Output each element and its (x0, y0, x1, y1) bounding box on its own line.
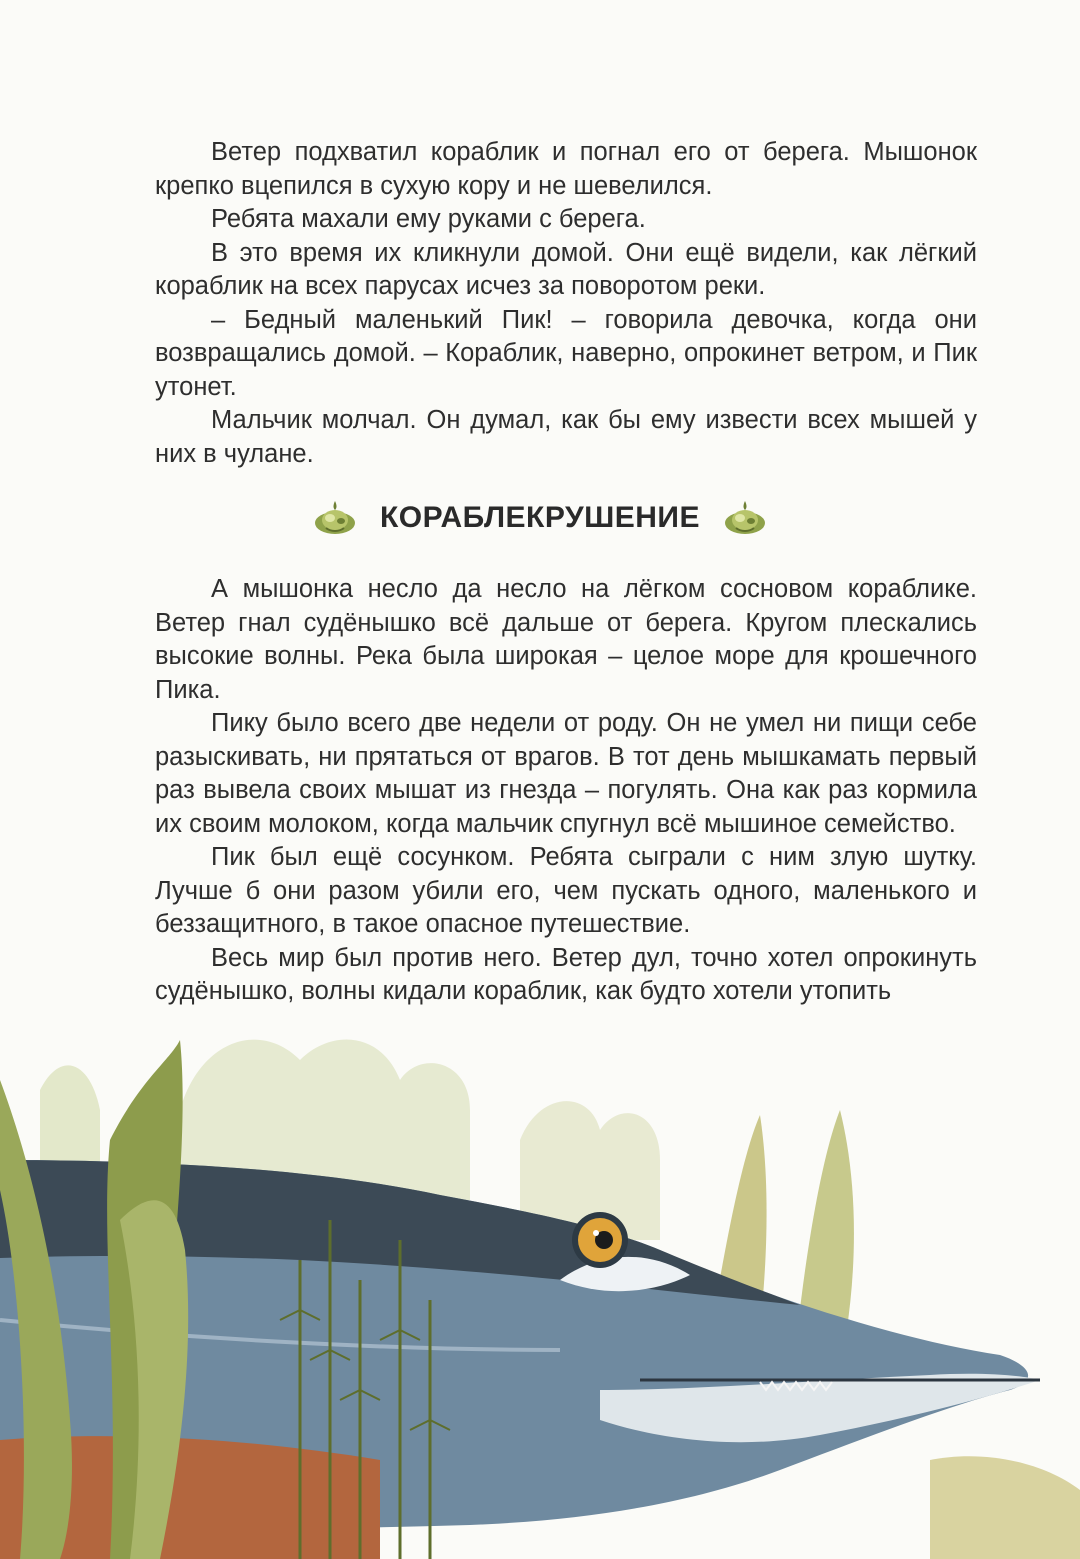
paragraph: – Бедный маленький Пик! – говорила девочка, когда они возвращались домой. – Кораблик, наверно, опрокинет ветром, и Пик утонет. (155, 305, 977, 401)
paragraph: Пику было всего две недели от роду. Он не умел ни пищи себе разыскивать, ни прятаться от врагов. В тот день мышкамать первый раз вывела своих мышат из гнезда – погулять. Она как раз кормила их своим молоком, когда мальчик спугнул всё мышиное семейство. (155, 709, 977, 838)
paragraph: Мальчик молчал. Он думал, как бы ему извести всех мышей у них в чулане. (155, 406, 977, 468)
paragraph: Ветер подхватил кораблик и погнал его от берега. Мышонок крепко вцепился в сухую кору и не шевелился. (155, 138, 977, 200)
paragraph: Ребята махали ему руками с берега. (211, 205, 646, 233)
pike-illustration (0, 1020, 1080, 1559)
chapter-title: КОРАБЛЕКРУШЕНИЕ (379, 501, 701, 534)
paragraph: Пик был ещё сосунком. Ребята сыграли с ним злую шутку. Лучше б они разом убили его, чем пускать одного, маленького и беззащитного, в такое опасное путешествие. (155, 843, 977, 938)
text-block-top (155, 136, 977, 471)
chapter-heading (0, 490, 1080, 546)
acorn-ornament-icon (312, 498, 358, 538)
paragraph: Весь мир был против него. Ветер дул, точно хотел опрокинуть судёнышко, волны кидали кораблик, как будто хотели утопить (155, 943, 977, 1005)
text-block-bottom (155, 573, 977, 1009)
paragraph: А мышонка несло да несло на лёгком сосновом кораблике. Ветер гнал судёнышко всё дальше от берега. Кругом плескались высокие волны. Река была широкая – целое море для крошечного Пика. (155, 575, 977, 704)
paragraph: В это время их кликнули домой. Они ещё видели, как лёгкий кораблик на всех парусах исчез за поворотом реки. (155, 238, 977, 300)
acorn-ornament-icon (722, 498, 768, 538)
